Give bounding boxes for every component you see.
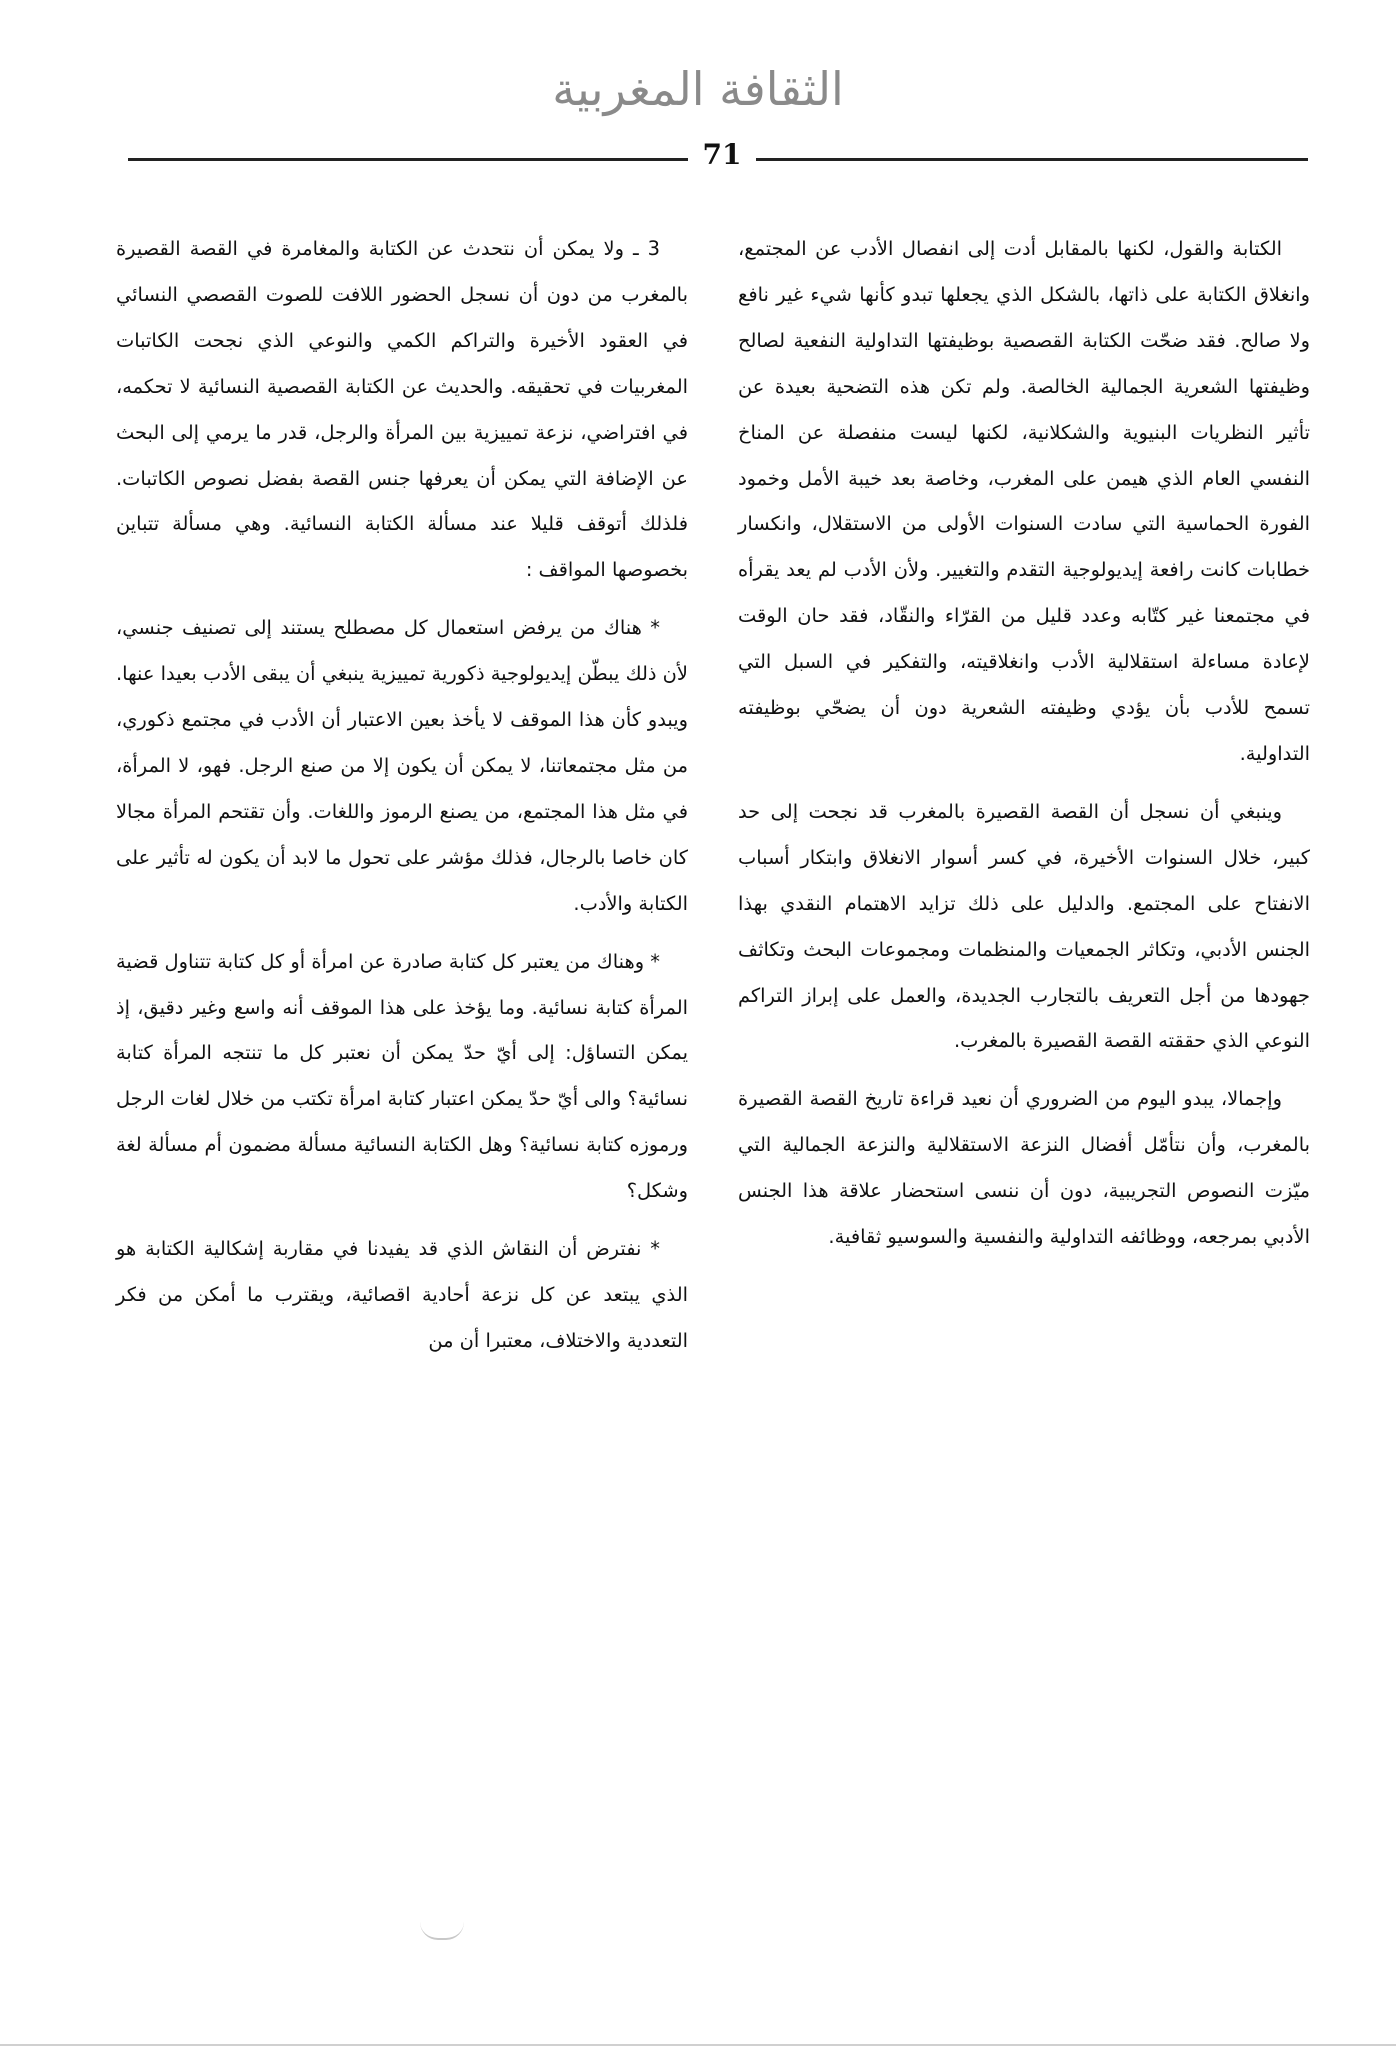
paragraph: 3 ـ ولا يمكن أن نتحدث عن الكتابة والمغامرة في القصة القصيرة بالمغرب من دون أن نسجل الحضور اللافت للصوت القصصي النسائي في العقود الأخيرة والتراكم الكمي والنوعي الذي نجحت الكاتبات المغربيات في تحقيقه. والحديث عن الكتابة القصصية النسائية لا تحكمه، في افتراضي، نزعة تمييزية بين المرأة والرجل، قدر ما يرمي إلى البحث عن الإضافة التي يمكن أن يعرفها جنس القصة بفضل نصوص الكاتبات. فلذلك أتوقف قليلا عند مسألة الكتابة النسائية. وهي مسألة تتباين بخصوصها المواقف :	[116, 237, 688, 582]
paragraph: * هناك من يرفض استعمال كل مصطلح يستند إلى تصنيف جنسي، لأن ذلك يبطّن إيديولوجية ذكورية تمييزية ينبغي أن يبقى الأدب بعيدا عنها. ويبدو كأن هذا الموقف لا يأخذ بعين الاعتبار أن الأدب في مجتمع ذكوري، من مثل مجتمعاتنا، لا يمكن أن يكون إلا من صنع الرجل. فهو، لا المرأة، في مثل هذا المجتمع، من يصنع الرموز واللغات. وأن تقتحم المرأة مجالا كان خاصا بالرجال، فذلك مؤشر على تحول ما لابد أن يكون له تأثير على الكتابة والأدب.	[116, 616, 688, 915]
paragraph: * نفترض أن النقاش الذي قد يفيدنا في مقاربة إشكالية الكتابة هو الذي يبتعد عن كل نزعة أحادية اقصائية، ويقترب ما أمكن من فكر التعددية والاختلاف، معتبرا أن من	[116, 1237, 688, 1352]
paragraph: الكتابة والقول، لكنها بالمقابل أدت إلى انفصال الأدب عن المجتمع، وانغلاق الكتابة على ذاتها، بالشكل الذي يجعلها تبدو كأنها شيء غير نافع ولا صالح. فقد ضحّت الكتابة القصصية بوظيفتها التداولية النفعية لصالح وظيفتها الشعرية الجمالية الخالصة. ولم تكن هذه التضحية بعيدة عن تأثير النظريات البنيوية والشكلانية، لكنها ليست منفصلة عن المناخ النفسي العام الذي هيمن على المغرب، وخاصة بعد خيبة الأمل وخمود الفورة الحماسية التي سادت السنوات الأولى من الاستقلال، وانكسار خطابات كانت رافعة إيديولوجية التقدم والتغيير. ولأن الأدب لم يعد يقرأه في مجتمعنا غير كتّابه وعدد قليل من القرّاء والنقّاد، فقد حان الوقت لإعادة مساءلة استقلالية الأدب وانغلاقيته، والتفكير في السبل التي تسمح للأدب بأن يؤدي وظيفته الشعرية دون أن يضحّي بوظيفته التداولية.	[738, 237, 1310, 765]
header-rule-left	[128, 158, 688, 161]
paragraph: وينبغي أن نسجل أن القصة القصيرة بالمغرب قد نجحت إلى حد كبير، خلال السنوات الأخيرة، في كسر أسوار الانغلاق وابتكار أسباب الانفتاح على المجتمع. والدليل على ذلك تزايد الاهتمام النقدي بهذا الجنس الأدبي، وتكاثر الجمعيات والمنظمات ومجموعات البحث وتكاثف جهودها من أجل التعريف بالتجارب الجديدة، والعمل على إبراز التراكم النوعي الذي حققته القصة القصيرة بالمغرب.	[738, 799, 1310, 1053]
header-rule-right	[756, 158, 1308, 161]
journal-title: الثقافة المغربية	[552, 62, 844, 116]
paragraph: * وهناك من يعتبر كل كتابة صادرة عن امرأة أو كل كتابة تتناول قضية المرأة كتابة نسائية. وما يؤخذ على هذا الموقف أنه واسع وغير دقيق، إذ يمكن التساؤل: إلى أيّ حدّ يمكن أن نعتبر كل ما تنتجه المرأة كتابة نسائية؟ والى أيّ حدّ يمكن اعتبار كتابة امرأة تكتب من خلال لغات الرجل ورموزه كتابة نسائية؟ وهل الكتابة النسائية مسألة مضمون أم مسألة لغة وشكل؟	[116, 949, 688, 1203]
page-number: 71	[702, 138, 742, 171]
paragraph: وإجمالا، يبدو اليوم من الضروري أن نعيد قراءة تاريخ القصة القصيرة بالمغرب، وأن نتأمّل أفضال النزعة الاستقلالية والنزعة الجمالية التي ميّزت النصوص التجريبية، دون أن ننسى استحضار علاقة هذا الجنس الأدبي بمرجعه، ووظائفه التداولية والنفسية والسوسيو ثقافية.	[738, 1087, 1310, 1249]
scan-mark	[420, 1922, 464, 1940]
left-column	[116, 226, 688, 1376]
page-bottom-edge	[0, 2044, 1396, 2046]
right-column	[738, 226, 1310, 1272]
